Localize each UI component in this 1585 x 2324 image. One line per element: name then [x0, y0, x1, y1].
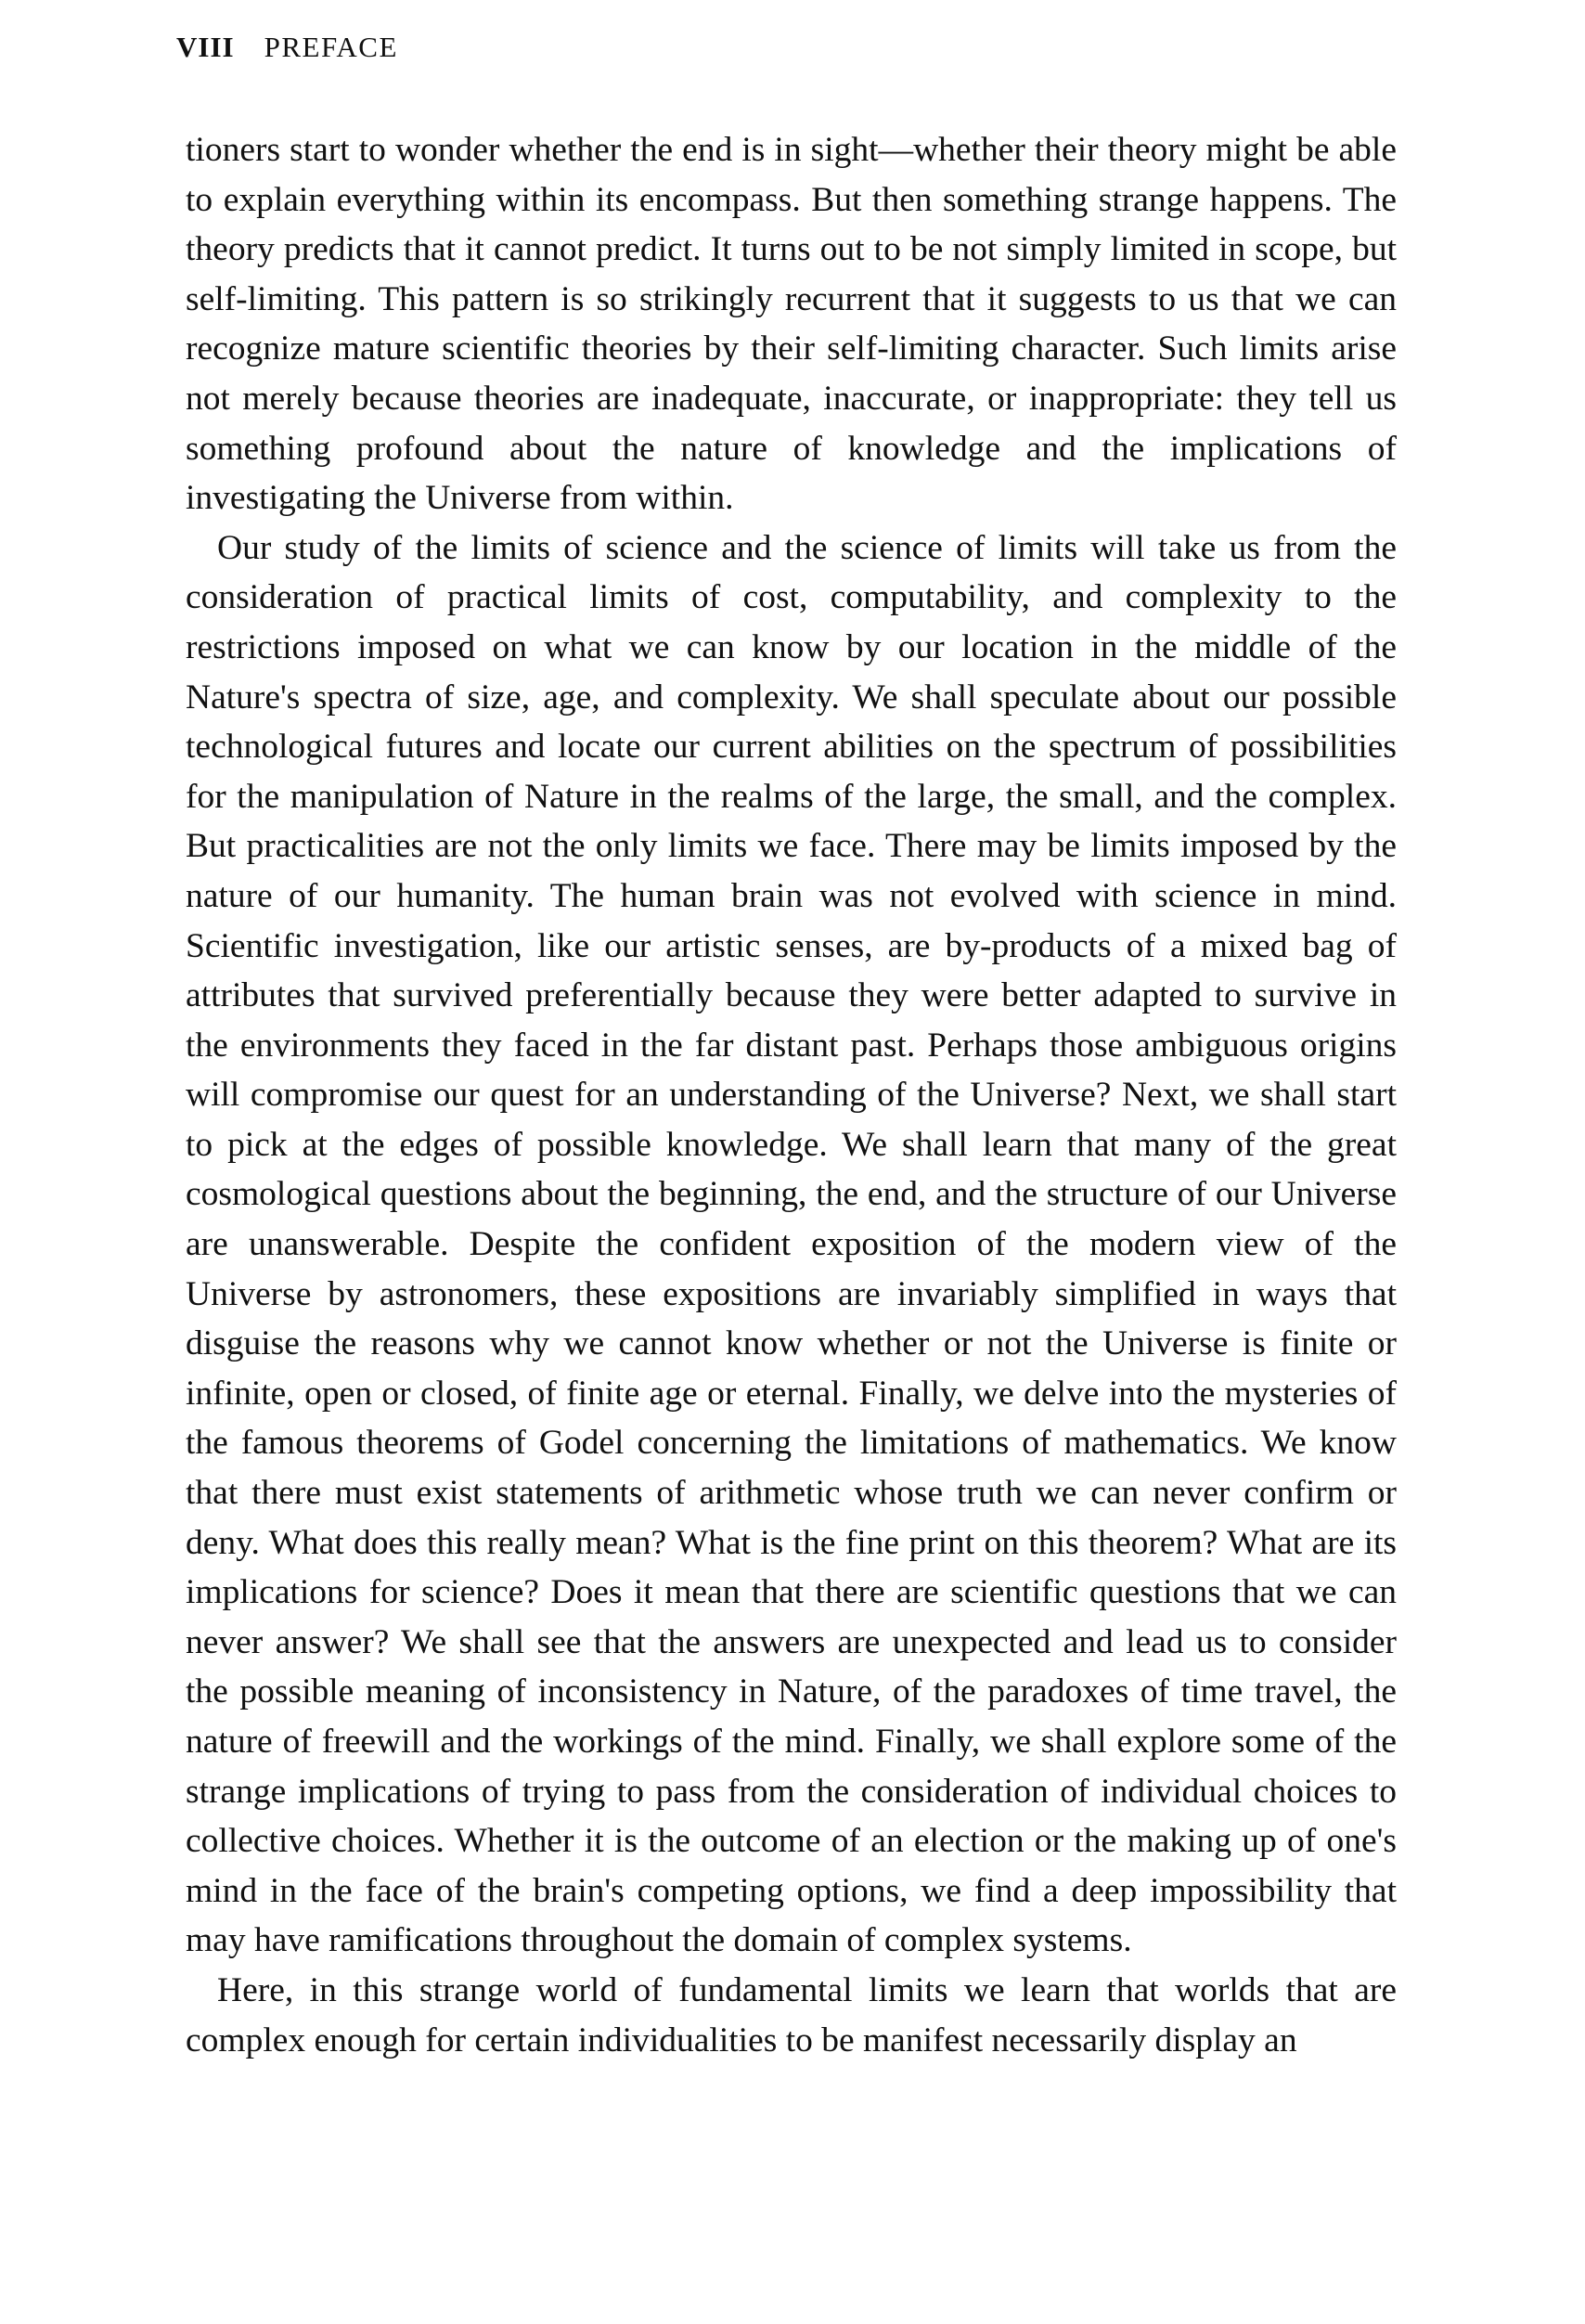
paragraph-3: Here, in this strange world of fundamental limits we learn that worlds that are complex enough for certain individualities to be manifest necessarily display an — [186, 1970, 1397, 2059]
paragraph-1: tioners start to wonder whether the end is in sight—whether their theory might be able to explain everything within its encompass. But then something strange happens. The theory predicts that it cannot predict. It turns out to be not simply limited in scope, but self-limiting. This pattern is so strikingly recurrent that it suggests to us that we can recognize mature scientific theories by their self-limiting character. Such limits arise not merely because theories are inadequate, inaccurate, or inappropriate: they tell us something profound about the nature of knowledge and the implications of investigating the Universe from within. — [186, 131, 1397, 518]
running-head — [176, 24, 398, 71]
body-text — [186, 125, 1397, 2065]
page-number: VIII — [176, 31, 235, 63]
paragraph-2: Our study of the limits of science and the science of limits will take us from the consideration of practical limits of cost, computability, and complexity to the restrictions imposed on what we can know by our location in the middle of the Nature's spectra of size, age, and complexity. We shall speculate about our possible technological futures and locate our current abilities on the spectrum of possibilities for the manipulation of Nature in the realms of the large, the small, and the complex. But practicalities are not the only limits we face. There may be limits imposed by the nature of our humanity. The human brain was not evolved with science in mind. Scientific investigation, like our artistic senses, are by-products of a mixed bag of attributes that survived preferentially because they were better adapted to survive in the environments they faced in the far distant past. Perhaps those ambiguous origins will compromise our quest for an understanding of the Universe? Next, we shall start to pick at the edges of possible knowledge. We shall learn that many of the great cosmological questions about the beginning, the end, and the structure of our Universe are unanswerable. Despite the confident exposition of the modern view of the Universe by astronomers, these expositions are invariably simplified in ways that disguise the reasons why we cannot know whether or not the Universe is finite or infinite, open or closed, of finite age or eternal. Finally, we delve into the mysteries of the famous theorems of Godel concerning the limitations of mathematics. We know that there must exist statements of arithmetic whose truth we can never confirm or deny. What does this really mean? What is the fine print on this theorem? What are its implications for science? Does it mean that there are scientific questions that we can never answer? We shall see that the answers are unexpected and lead us to consider the possible meaning of inconsistency in Nature, of the paradoxes of time travel, the nature of freewill and the workings of the mind. Finally, we shall explore some of the strange implications of trying to pass from the consideration of individual choices to collective choices. Whether it is the outcome of an election or the making up of one's mind in the face of the brain's competing options, we find a deep impossibility that may have ramifications throughout the domain of complex systems. — [186, 528, 1397, 1960]
section-title: PREFACE — [264, 31, 398, 63]
